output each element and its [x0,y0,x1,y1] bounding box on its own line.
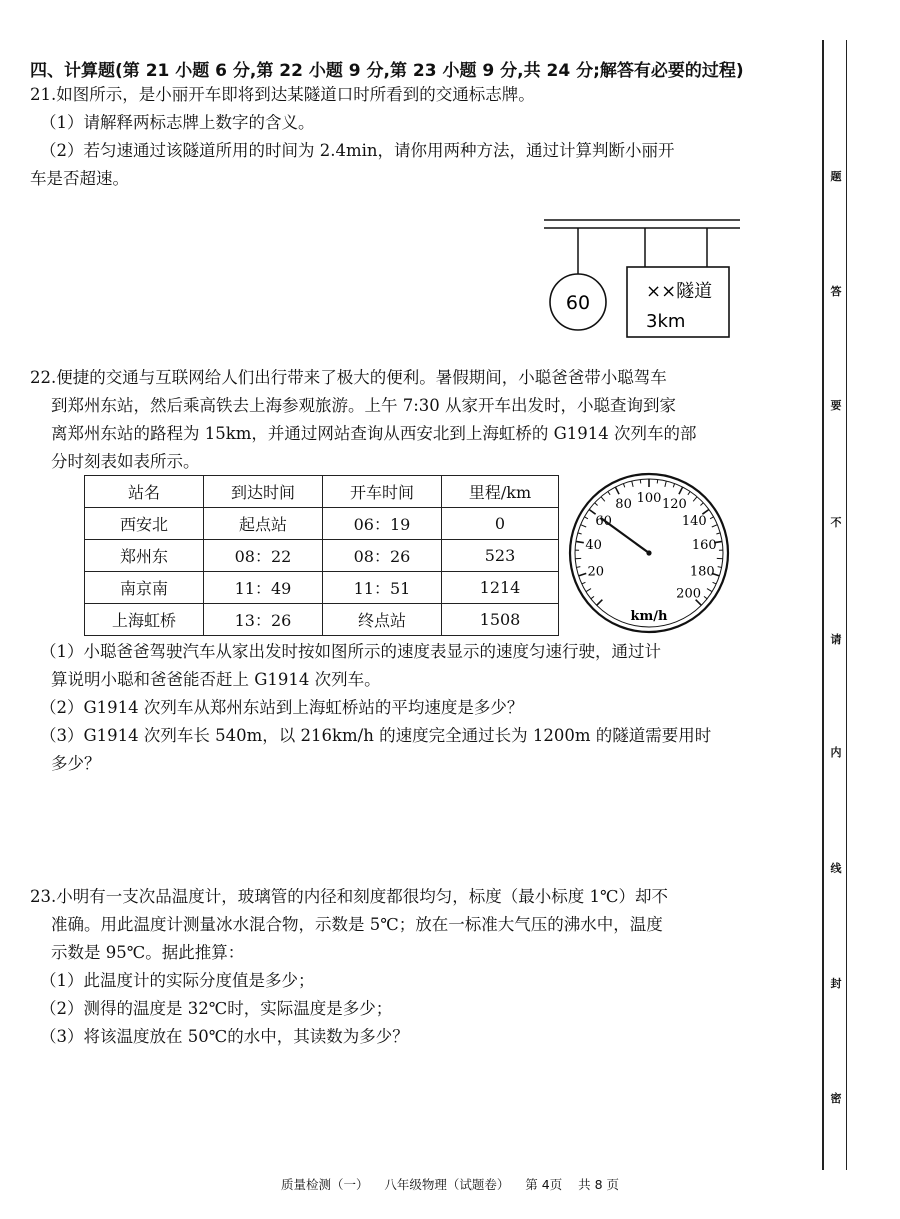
table-row [85,572,559,604]
traffic-sign-figure [542,214,742,344]
table-cell: 终点站 [323,604,442,636]
binding-line-inner [846,40,847,1170]
needle-pivot [646,550,651,555]
q21-part2-line2: 车是否超速。 [30,169,129,188]
tunnel-name: ××隧道 [646,281,713,302]
q23-part2: （2）测得的温度是 32℃时，实际温度是多少； [40,999,393,1018]
binding-char: 答 [830,285,842,298]
q22-part3-line1: （3）G1914 次列车长 540m，以 216km/h 的速度完全通过长为 1200m 的隧道需要用时 [40,726,712,745]
q23-stem-line2: 准确。用此温度计测量冰水混合物，示数是 5℃；放在一标准大气压的沸水中，温度 [51,915,663,934]
table-cell: 1508 [442,604,559,636]
table-cell: 0 [442,508,559,540]
table-cell: 08：26 [323,540,442,572]
q22-stem-line3: 离郑州东站的路程为 15km，并通过网站查询从西安北到上海虹桥的 G1914 次列车的部 [51,424,697,443]
header-arrival: 到达时间 [204,476,323,508]
table-cell: 西安北 [85,508,204,540]
speedometer-tick-label: 140 [681,514,707,530]
binding-char: 要 [830,399,842,412]
q22-stem-line1: 22.便捷的交通与互联网给人们出行带来了极大的便利。暑假期间，小聪爸爸带小聪驾车 [30,368,667,387]
table-header-row [85,476,559,508]
q22-part3-line2: 多少？ [51,754,101,773]
binding-char: 封 [830,977,842,990]
page-footer: 质量检测（一） 八年级物理（试题卷） 第 4页 共 8 页 [280,1177,619,1192]
q22-part1-line2: 算说明小聪和爸爸能否赶上 G1914 次列车。 [51,670,381,689]
table-cell: 郑州东 [85,540,204,572]
q21-part2-line1: （2）若匀速通过该隧道所用的时间为 2.4min，请你用两种方法，通过计算判断小丽开 [40,141,675,160]
speedometer-tick-label: 80 [615,497,632,513]
q21-part1: （1）请解释两标志牌上数字的含义。 [40,113,315,132]
binding-char: 题 [830,170,842,183]
speedometer-unit: km/h [630,609,668,624]
binding-char: 不 [830,516,842,529]
speed-limit-value: 60 [565,292,591,314]
binding-char: 密 [830,1092,842,1105]
speedometer [566,472,732,634]
binding-line [822,40,824,1170]
speedometer-tick-label: 200 [676,586,702,602]
speedometer-tick-label: 40 [585,538,602,554]
table-cell: 08：22 [204,540,323,572]
q23-part3: （3）将该温度放在 50℃的水中，其读数为多少？ [40,1027,409,1046]
speedometer-tick-label: 160 [691,538,717,554]
table-cell: 11：51 [323,572,442,604]
q22-part2: （2）G1914 次列车从郑州东站到上海虹桥站的平均速度是多少？ [40,698,524,717]
header-station: 站名 [85,476,204,508]
table-row [85,508,559,540]
binding-char: 请 [830,633,842,646]
q22-part1-line1: （1）小聪爸爸驾驶汽车从家出发时按如图所示的速度表显示的速度匀速行驶，通过计 [40,642,661,661]
table-cell: 13：26 [204,604,323,636]
speedometer-tick-label: 20 [587,564,605,580]
table-cell: 523 [442,540,559,572]
q23-stem-line1: 23.小明有一支次品温度计，玻璃管的内径和刻度都很均匀，标度（最小标度 1℃）却不 [30,887,668,906]
train-timetable [84,475,559,636]
table-cell: 上海虹桥 [85,604,204,636]
table-row [85,540,559,572]
table-cell: 起点站 [204,508,323,540]
speedometer-tick-label: 100 [636,491,662,506]
header-departure: 开车时间 [323,476,442,508]
speedometer-tick-label: 120 [662,497,687,513]
section-header: 四、计算题(第 21 小题 6 分,第 22 小题 9 分,第 23 小题 9 分,共 24 分;解答有必要的过程) [30,61,744,81]
table-cell: 11：49 [204,572,323,604]
q23-part1: （1）此温度计的实际分度值是多少； [40,971,315,990]
tunnel-length: 3km [646,311,686,332]
q23-stem-line3: 示数是 95℃。据此推算： [51,943,245,962]
q22-stem-line2: 到郑州东站，然后乘高铁去上海参观旅游。上午 7:30 从家开车出发时，小聪查询到家 [51,396,677,415]
table-row [85,604,559,636]
speedometer-tick-label: 60 [595,514,612,530]
q21-stem: 21.如图所示，是小丽开车即将到达某隧道口时所看到的交通标志牌。 [30,85,535,104]
binding-char: 内 [830,746,842,759]
speedometer-tick-label: 180 [689,564,715,580]
header-distance: 里程/km [442,476,559,508]
binding-char: 线 [830,862,842,875]
table-cell: 1214 [442,572,559,604]
table-cell: 06：19 [323,508,442,540]
table-cell: 南京南 [85,572,204,604]
q22-stem-line4: 分时刻表如表所示。 [51,452,200,471]
